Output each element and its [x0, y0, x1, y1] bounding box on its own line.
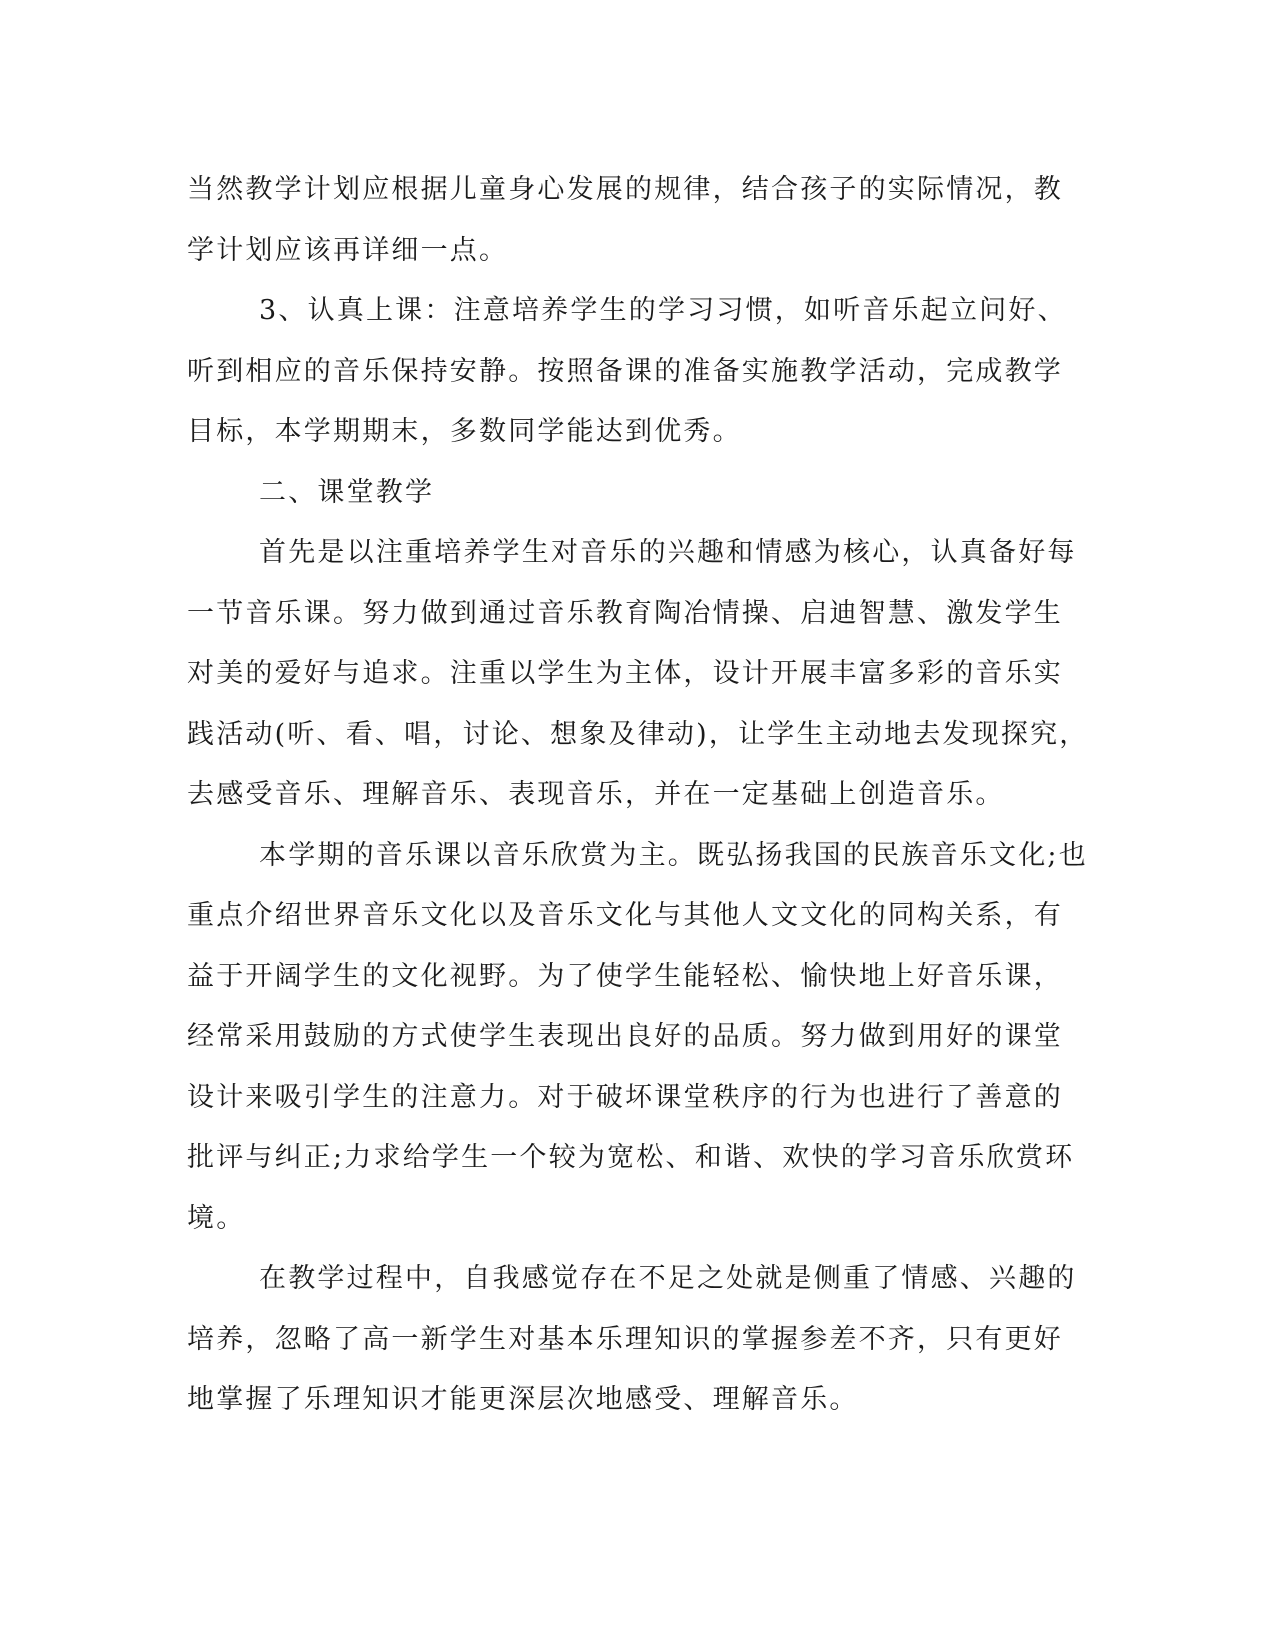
- text-line: 当然教学计划应根据儿童身心发展的规律，结合孩子的实际情况，教: [187, 174, 1063, 205]
- text-line: 首先是以注重培养学生对音乐的兴趣和情感为核心，认真备好每: [259, 537, 1077, 568]
- text-line: 学计划应该再详细一点。: [187, 234, 509, 266]
- text-line: 益于开阔学生的文化视野。为了使学生能轻松、愉快地上好音乐课，: [187, 960, 1063, 992]
- text-line: 设计来吸引学生的注意力。对于破坏课堂秩序的行为也进行了善意的: [187, 1081, 1063, 1113]
- text-line: 培养，忽略了高一新学生对基本乐理知识的掌握参差不齐，只有更好: [187, 1323, 1063, 1355]
- text-line: 境。: [187, 1202, 246, 1234]
- text-line: 听到相应的音乐保持安静。按照备课的准备实施教学活动，完成教学: [187, 355, 1063, 387]
- text-line: 在教学过程中，自我感觉存在不足之处就是侧重了情感、兴趣的: [259, 1263, 1077, 1294]
- text-line: 去感受音乐、理解音乐、表现音乐，并在一定基础上创造音乐。: [187, 779, 1005, 810]
- text-line: 目标，本学期期末，多数同学能达到优秀。: [187, 416, 742, 447]
- text-line: 地掌握了乐理知识才能更深层次地感受、理解音乐。: [187, 1384, 859, 1415]
- text-line: 批评与纠正;力求给学生一个较为宽松、和谐、欢快的学习音乐欣赏环: [187, 1142, 1075, 1173]
- text-line: 3、认真上课：注意培养学生的学习习惯，如听音乐起立问好、: [259, 295, 1067, 326]
- text-line: 重点介绍世界音乐文化以及音乐文化与其他人文文化的同构关系，有: [187, 900, 1063, 931]
- text-line: 本学期的音乐课以音乐欣赏为主。既弘扬我国的民族音乐文化;也: [259, 839, 1088, 871]
- text-line: 践活动(听、看、唱，讨论、想象及律动)，让学生主动地去发现探究，: [187, 718, 1089, 750]
- text-line: 二、课堂教学: [259, 476, 435, 508]
- text-line: 经常采用鼓励的方式使学生表现出良好的品质。努力做到用好的课堂: [187, 1021, 1063, 1052]
- text-line: 一节音乐课。努力做到通过音乐教育陶冶情操、启迪智慧、激发学生: [187, 597, 1063, 629]
- text-line: 对美的爱好与追求。注重以学生为主体，设计开展丰富多彩的音乐实: [187, 658, 1063, 689]
- document-body: [187, 160, 1089, 1431]
